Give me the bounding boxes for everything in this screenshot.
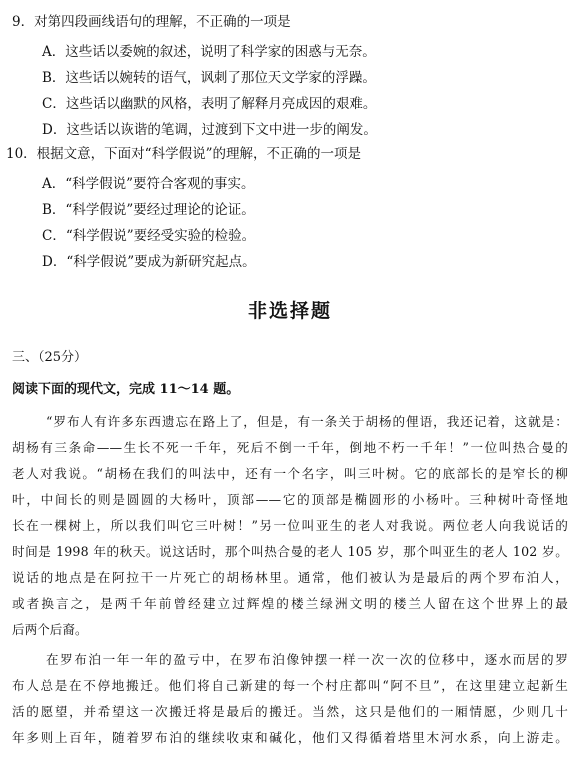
passage-line: 说话的地点是在阿拉干一片死亡的胡杨林里。通常，他们被认为是最后的两个罗布泊人， <box>12 570 568 585</box>
passage-line: 布人总是在不停地搬迁。他们将自己新建的每一个村庄都叫“阿不旦”，在这里建立起新生 <box>12 678 568 693</box>
passage-line: 时间是 1998 年的秋天。说这话时，那个叫热合曼的老人 105 岁，那个叫亚生的老人 102 岁。 <box>12 544 568 559</box>
section-heading: 非选择题 <box>247 300 332 322</box>
passage-line: 活的愿望，并希望这一次搬迁将是最后的搬迁。当然，这只是他们的一厢情愿，少则几十 <box>12 704 568 719</box>
question-9-option-a: A．这些话以委婉的叙述，说明了科学家的困惑与无奈。 <box>42 44 376 60</box>
passage-line: 老人对我说。“胡杨在我们的叫法中，还有一个名字，叫三叶树。它的底部长的是窄长的柳 <box>12 466 568 481</box>
passage-line: “罗布人有许多东西遗忘在路上了，但是，有一条关于胡杨的俚语，我还记着，这就是： <box>46 414 568 429</box>
question-9-option-b: B．这些话以婉转的语气，讽刺了那位天文学家的浮躁。 <box>42 70 376 86</box>
question-9-option-c: C．这些话以幽默的风格，表明了解释月亮成因的艰难。 <box>42 96 377 112</box>
passage-line: 长在一棵树上，所以我们叫它三叶树！”另一位叫亚生的老人对我说。两位老人向我说话的 <box>12 518 568 533</box>
passage-line: 在罗布泊一年一年的盈亏中，在罗布泊像钟摆一样一次一次的位移中，逐水而居的罗 <box>46 652 568 667</box>
passage-line: 叶，中间长的则是圆圆的大杨叶，顶部——它的顶部是椭圆形的小杨叶。三种树叶奇怪地 <box>12 492 568 507</box>
question-10-option-c: C．“科学假说”要经受实验的检验。 <box>42 228 256 244</box>
question-10-stem: 10．根据文意，下面对“科学假说”的理解，不正确的一项是 <box>6 146 361 162</box>
question-9-stem: 9．对第四段画线语句的理解，不正确的一项是 <box>12 14 291 30</box>
question-10-option-a: A．“科学假说”要符合客观的事实。 <box>42 176 255 192</box>
question-9-option-d: D．这些话以诙谐的笔调，过渡到下文中进一步的阐发。 <box>42 122 377 138</box>
passage-line: 胡杨有三条命——生长不死一千年，死后不倒一千年，倒地不朽一千年！”一位叫热合曼的 <box>12 440 568 455</box>
section-number: 三、（25分） <box>12 350 88 365</box>
passage-line: 或者换言之，是两千年前曾经建立过辉煌的楼兰绿洲文明的楼兰人留在这个世界上的最 <box>12 596 568 611</box>
passage-line: 后两个后裔。 <box>12 622 88 637</box>
question-10-option-b: B．“科学假说”要经过理论的论证。 <box>42 202 255 218</box>
question-10-option-d: D．“科学假说”要成为新研究起点。 <box>42 254 256 270</box>
passage-line: 年多则上百年，随着罗布泊的继续收束和碱化，他们又得循着塔里木河水系，向上游走。 <box>12 730 568 745</box>
reading-instruction: 阅读下面的现代文，完成 11～14 题。 <box>12 382 240 397</box>
